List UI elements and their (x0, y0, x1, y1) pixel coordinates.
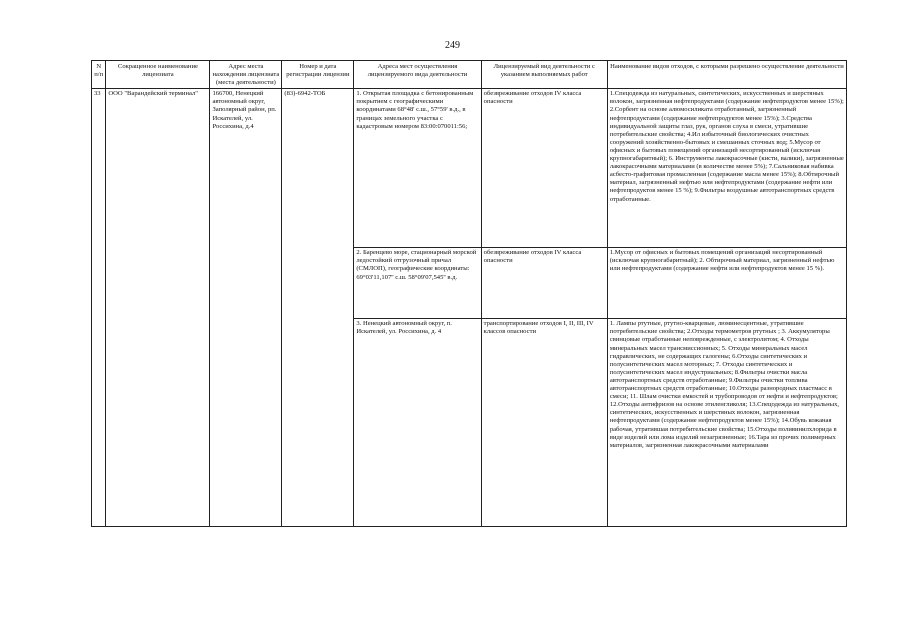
license-number: (83)-6942-ТОБ (282, 89, 354, 527)
site-wastes: 1.Мусор от офисных и бытовых помещений организаций несортированный (исключая крупногабаритный); 2. Обтирочный материал, загрязненный нефтью или нефтепродуктами (содержание нефти или нефтепродуктов менее 15 %). (607, 248, 846, 319)
site-activity: обезвреживание отходов IV класса опасности (481, 248, 607, 319)
site-activity: транспортирование отходов I, II, III, IV классов опасности (481, 319, 607, 527)
site-activity: обезвреживание отходов IV класса опасности (481, 89, 607, 248)
header-license: Номер и дата регистрации лицензии (282, 61, 354, 89)
site-address: 2. Баренцево море, стационарный морской ледостойкий отгрузочный причал (СМЛОП), географические координаты: 69°03'11,107'' с.ш. 58°09'07,545'' в.д. (354, 248, 481, 319)
site-wastes-text: 1.Спецодежда из натуральных, синтетических, искусственных и шерстяных волокон, загрязненная нефтепродуктами (содержание нефтепродуктов менее 15%); 2.Сорбент на основе алюмосиликата отработанный, загрязненный нефтепродуктами (содержание нефтепродуктов менее 15%); 3.Средства индивидуальной защиты глаз, рук, органов слуха в смеси, утратившие потребительские свойства; 4.Ил избыточный биологических очистных сооружений хозяйственно-бытовых и смешанных сточных вод; 5.Мусор от офисных и бытовых помещений организаций несортированный (исключая крупногабаритный); 6. Инструменты лакокрасочные (кисти, валики), загрязненные лакокрасочными материалами (в количестве менее 5%); 7.Сальниковая набивка асбесто-графитовая промасленная (содержание масла менее 15%); 8.Обтирочный материал, загрязненный нефтью или нефтепродуктами (содержание нефти или нефтепродуктов менее 15 %); 9.Фильтры воздушные автотранспортных средств отработанные. (609, 90, 844, 203)
header-licensee: Сокращенное наименование лицензиата (106, 61, 210, 89)
site-wastes-text: 1. Лампы ртутные, ртутно-кварцевые, люминесцентные, утратившие потребительские свойства; 2.Отходы термометров ртутных ; 3. Аккумуляторы свинцовые отработанные неповрежденные, с электролитом; 4. Отходы минеральных масел трансмиссионных; 5. Отходы минеральных масел гидравлических, не содержащих галогены; 6.Отходы синтетических и полусинтетических масел моторных; 7. Отходы синтетических и полусинтетических масел индустриальных; 8.Фильтры очистки масла автотранспортных средств отработанные; 9.Фильтры очистки топлива автотранспортных средств отработанные; 10.Отходы разнородных пластмасс в смеси; 11. Шлам очистки емкостей и трубопроводов от нефти и нефтепродуктов; 12.Отходы антифризов на основе этиленгликоля; 13.Спецодежда из натуральных, синтетических, искусственных и шерстяных волокон, загрязненная нефтепродуктами (содержание нефтепродуктов менее 15%); 14.Обувь кожаная рабочая, утратившая потребительские свойства; 15.Отходы поливинилхлорида в виде изделий или лома изделий незагрязненные; 16.Тара из прочих полимерных материалов, загрязненная лакокрасочными материалами (609, 320, 840, 449)
header-sites: Адреса мест осуществления лицензируемого вида деятельности (354, 61, 481, 89)
header-activity: Лицензируемый вид деятельности с указанием выполняемых работ (481, 61, 607, 89)
site-address: 3. Ненецкий автономный округ, п. Искателей, ул. Россихина, д. 4 (354, 319, 481, 527)
site-address: 1. Открытая площадка с бетонированным покрытием с географическими координатами 68°48' с.ш., 57°59' в.д., в границах земельного участка с кадастровым номером 83:00:070011:56; (354, 89, 481, 248)
table-row (92, 89, 847, 248)
license-registry-table (91, 60, 847, 527)
header-address: Адрес места нахождения лицензиата (места деятельности) (210, 61, 282, 89)
site-wastes (607, 89, 846, 248)
licensee-name: ООО "Варандейский терминал" (106, 89, 210, 527)
header-number: N п/п (92, 61, 106, 89)
page-number: 249 (445, 40, 460, 51)
site-wastes (607, 319, 846, 527)
licensee-address: 166700, Ненецкий автономный округ, Заполярный район, рп. Искателей, ул. Россихина, д.4 (210, 89, 282, 527)
row-number: 33 (92, 89, 106, 527)
header-wastes: Наименование видов отходов, с которыми разрешено осуществление деятельности (607, 61, 846, 89)
table-header-row (92, 61, 847, 89)
